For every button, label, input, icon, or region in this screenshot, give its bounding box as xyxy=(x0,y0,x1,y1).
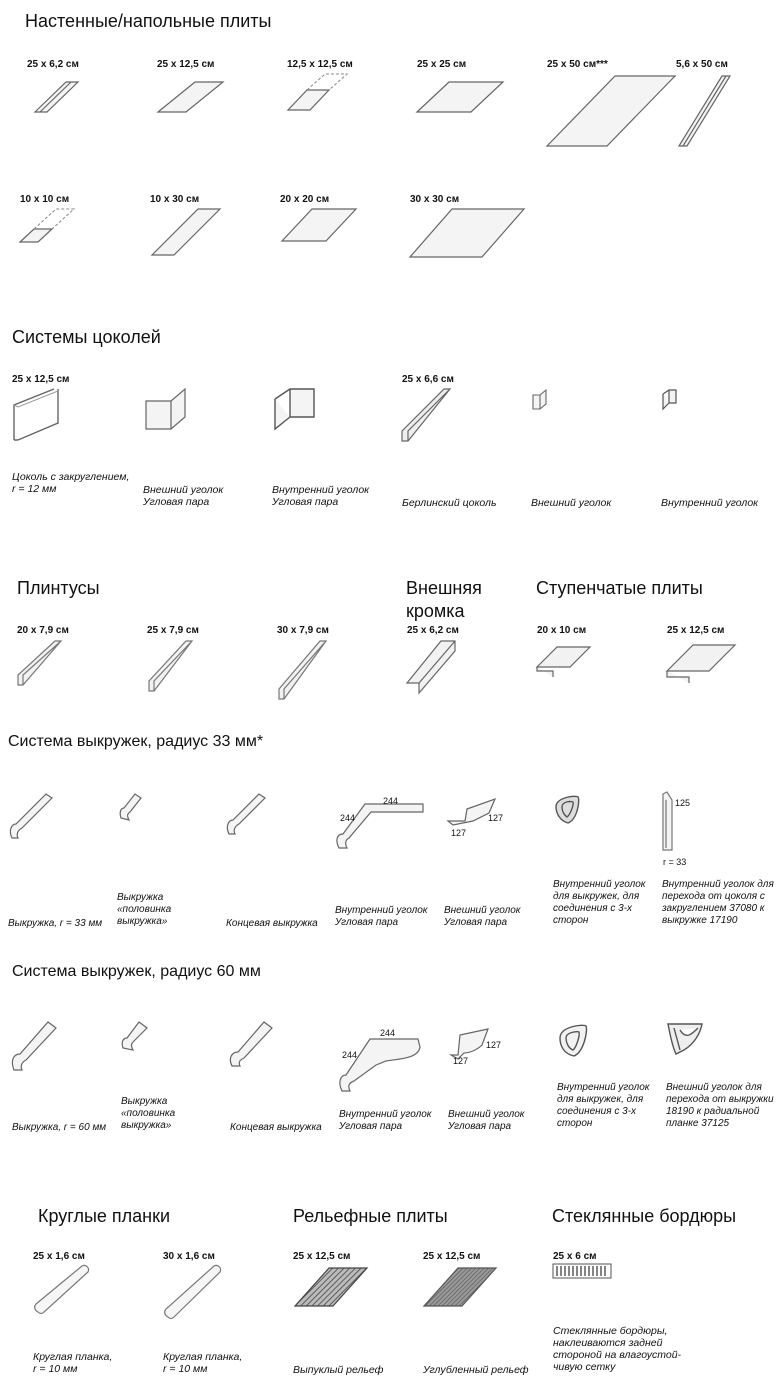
dimension-label: 244 xyxy=(380,1028,396,1038)
caption: Концевая выкружка xyxy=(230,1122,322,1133)
size-label: 25 x 1,6 см xyxy=(33,1251,85,1262)
caption: Концевая выкружка xyxy=(226,918,318,929)
caption: Внутренний уголок Угловая пара xyxy=(339,1109,432,1132)
size-label: 25 x 12,5 см xyxy=(667,625,725,636)
tile-long-strip-icon xyxy=(676,72,736,152)
size-label: 25 x 25 см xyxy=(417,59,467,70)
section-title-plinth-systems: Системы цоколей xyxy=(12,327,161,347)
section-title-wall-floor: Настенные/напольные плиты xyxy=(25,11,272,31)
caption: Внешний уголок Угловая пара xyxy=(448,1109,525,1132)
caption: Внешний уголок для перехода от выкружки 18190 к радиальной планке 37125 xyxy=(666,1082,774,1129)
half-cove-icon xyxy=(119,1018,151,1056)
end-cove-icon xyxy=(228,1018,278,1073)
inner-corner-3way-icon xyxy=(556,1022,592,1062)
size-label: 30 x 30 см xyxy=(410,194,460,205)
outer-corner-transition-icon xyxy=(664,1020,706,1060)
round-strip-icon xyxy=(162,1262,227,1322)
size-label: 20 x 10 см xyxy=(537,625,587,636)
size-label: 20 x 7,9 см xyxy=(17,625,69,636)
caption: Внутренний уголок xyxy=(661,497,759,509)
caption: Стеклянные бордюры, наклеиваются задней стороной на влагоустой- чивую сетку xyxy=(553,1325,682,1373)
tile-strip-icon xyxy=(30,72,90,117)
dimension-label: 125 xyxy=(675,798,691,808)
relief-concave-icon xyxy=(422,1262,502,1312)
size-label: 30 x 7,9 см xyxy=(277,625,329,636)
caption: Внутренний уголок для перехода от цоколя с закруглением 37080 к выкружке 17190 xyxy=(662,879,774,926)
caption: Внутренний уголок Угловая пара xyxy=(335,905,428,928)
section-title-cove-33: Система выкружек, радиус 33 мм* xyxy=(8,733,264,750)
end-cove-icon xyxy=(225,790,275,840)
size-label: 10 x 30 см xyxy=(150,194,200,205)
tile-large-icon xyxy=(545,72,680,152)
size-label: 25 x 6,2 см xyxy=(27,59,79,70)
caption: Выкружка, r = 60 мм xyxy=(12,1122,107,1133)
size-label: 30 x 1,6 см xyxy=(163,1251,215,1262)
round-strip-icon xyxy=(32,1262,97,1317)
tile-rect-icon xyxy=(150,205,225,260)
caption: Внутренний уголок для выкружек, для соединения с 3-х сторон xyxy=(553,879,646,926)
dimension-label: 244 xyxy=(340,813,356,823)
glass-border-icon xyxy=(552,1262,614,1282)
plinth-rounded-icon xyxy=(12,385,72,445)
section-title-step-tiles: Ступенчатые плиты xyxy=(536,578,703,598)
section-title-relief: Рельефные плиты xyxy=(293,1206,448,1226)
inner-corner-small-icon xyxy=(660,385,684,415)
section-title-glass: Стеклянные бордюры xyxy=(552,1206,737,1226)
skirting-icon xyxy=(146,637,196,695)
size-label: 25 x 6,6 см xyxy=(402,374,454,385)
caption: Цоколь с закруглением, r = 12 мм xyxy=(12,471,130,495)
caption: Внутренний уголок Угловая пара xyxy=(272,484,370,508)
outer-edge-icon xyxy=(405,637,465,697)
skirting-icon xyxy=(15,637,65,689)
caption: Круглая планка, r = 10 мм xyxy=(163,1351,243,1375)
caption: Выкружка, r = 33 мм xyxy=(8,918,103,929)
dimension-label: 127 xyxy=(453,1056,469,1066)
dimension-label: 244 xyxy=(342,1050,358,1060)
size-label: 12,5 x 12,5 см xyxy=(287,59,353,70)
relief-convex-icon xyxy=(293,1262,373,1312)
caption: Выкружка «половинка выкружка» xyxy=(121,1096,176,1131)
caption: Углубленный рельеф xyxy=(423,1364,529,1376)
dimension-label: 244 xyxy=(383,796,399,806)
tile-small-square-icon xyxy=(18,205,78,247)
half-cove-icon xyxy=(117,790,147,825)
step-tile-icon xyxy=(535,637,595,682)
dimension-label: 127 xyxy=(451,828,467,838)
tile-rect-icon xyxy=(155,72,230,117)
tile-square-icon xyxy=(280,205,360,247)
size-label: 25 x 6 см xyxy=(553,1251,597,1262)
outer-corner-icon xyxy=(143,385,193,435)
inner-corner-icon xyxy=(272,385,322,435)
size-label: 10 x 10 см xyxy=(20,194,70,205)
size-label: 5,6 x 50 см xyxy=(676,59,728,70)
caption: Берлинский цоколь xyxy=(402,497,497,509)
size-label: 25 x 12,5 см xyxy=(293,1251,351,1262)
section-title-round-strips: Круглые планки xyxy=(38,1206,171,1226)
size-label: 25 x 12,5 см xyxy=(12,374,70,385)
tile-square-icon xyxy=(415,72,510,117)
caption: Выкружка «половинка выкружка» xyxy=(117,892,172,927)
size-label: 25 x 50 см*** xyxy=(547,59,608,70)
tile-square-icon xyxy=(408,205,528,263)
section-title-skirting: Плинтусы xyxy=(17,578,100,598)
dimension-label: 127 xyxy=(486,1040,502,1050)
caption: Внешний уголок xyxy=(531,497,612,509)
dimension-label: 127 xyxy=(488,813,504,823)
caption: Внутренний уголок для выкружек, для соединения с 3-х сторон xyxy=(557,1082,650,1129)
tile-square-icon xyxy=(285,72,360,117)
skirting-icon xyxy=(276,637,331,703)
size-label: 20 x 20 см xyxy=(280,194,330,205)
size-label: 25 x 7,9 см xyxy=(147,625,199,636)
cove-icon xyxy=(8,790,58,845)
step-tile-icon xyxy=(665,637,740,687)
cove-icon xyxy=(10,1018,60,1076)
caption: Внешний уголок Угловая пара xyxy=(444,905,521,928)
section-title-cove-60: Система выкружек, радиус 60 мм xyxy=(12,963,261,980)
outer-corner-small-icon xyxy=(530,385,554,415)
berlin-plinth-icon xyxy=(400,385,460,447)
caption: Выпуклый рельеф xyxy=(293,1364,384,1376)
size-label: 25 x 6,2 см xyxy=(407,625,459,636)
caption: Круглая планка, r = 10 мм xyxy=(33,1351,113,1375)
dimension-label: r = 33 xyxy=(663,857,687,867)
inner-corner-3way-icon xyxy=(552,793,584,828)
size-label: 25 x 12,5 см xyxy=(423,1251,481,1262)
size-label: 25 x 12,5 см xyxy=(157,59,215,70)
caption: Внешний уголок Угловая пара xyxy=(143,484,224,508)
section-title-outer-edge: Внешняя кромка xyxy=(406,578,482,621)
